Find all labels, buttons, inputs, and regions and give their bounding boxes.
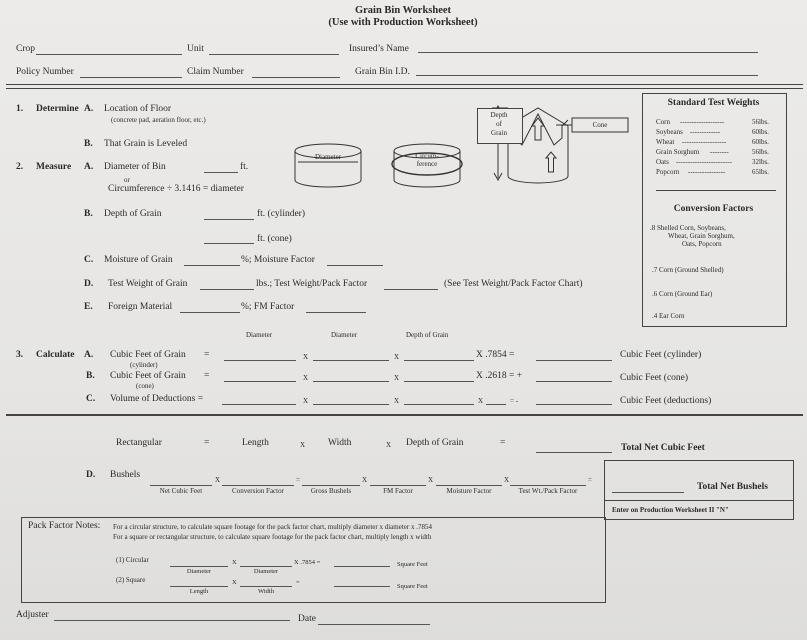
cylinder-sub: (cylinder) [130, 361, 158, 369]
test-weight-crop: Soybeans [656, 128, 683, 136]
total-net-cubic-feet-label: Total Net Cubic Feet [621, 443, 705, 453]
equals: = [500, 438, 506, 448]
date-label: Date [298, 614, 316, 624]
moisture-factor-field[interactable] [436, 485, 502, 486]
unit-text: ft. [240, 162, 249, 172]
location-of-floor-label: Location of Floor [104, 104, 172, 114]
cubic-feet-cylinder-field[interactable] [536, 360, 612, 361]
times: X [394, 397, 400, 405]
divider [656, 190, 776, 191]
or-text: or [124, 176, 130, 184]
cylinder-bottom [394, 180, 460, 187]
crop-label: Crop [16, 44, 35, 54]
cubic-feet-cone-result: Cubic Feet (cone) [620, 373, 689, 383]
unit-label: Unit [187, 44, 204, 54]
column-header-diameter: Diameter [331, 331, 358, 339]
times: X [303, 374, 309, 382]
test-weight-note: (See Test Weight/Pack Factor Chart) [444, 279, 583, 289]
item-letter: C. [84, 255, 94, 265]
conversion-title: Conversion Factors [673, 204, 754, 214]
circular-label: (1) Circular [116, 556, 149, 564]
item-letter: B. [84, 139, 93, 149]
enter-production-worksheet-note: Enter on Production Worksheet II "N" [612, 506, 729, 514]
conversion-factor: .4 Ear Corn [652, 312, 685, 320]
times: X [232, 559, 237, 566]
square-feet-label: Square Feet [397, 583, 428, 590]
circular-diameter-field[interactable] [170, 566, 228, 567]
section-title-determine: Determine [36, 104, 79, 114]
divider [604, 500, 794, 501]
cone-diameter2-field[interactable] [313, 381, 389, 382]
pack-factor-notes-label: Pack Factor Notes: [28, 521, 101, 531]
gross-bushels-caption: Gross Bushels [310, 487, 352, 495]
cone-diameter-field[interactable] [224, 381, 296, 382]
depth-label: Depth [490, 111, 508, 119]
times: X [215, 476, 221, 484]
test-weights-title: Standard Test Weights [667, 98, 760, 108]
deduction-4-field[interactable] [486, 404, 506, 405]
divider [6, 414, 803, 416]
test-weight-dots: ------------- [690, 128, 721, 136]
cubic-feet-cone-field[interactable] [536, 381, 612, 382]
test-weight-value: 56lbs. [752, 148, 769, 156]
times: X [303, 397, 309, 405]
length-caption: Length [189, 588, 209, 595]
times: X [478, 397, 484, 405]
bushels-label: Bushels [110, 470, 141, 480]
cyl-depth-field[interactable] [404, 360, 474, 361]
circular-diameter2-field[interactable] [240, 566, 292, 567]
test-weight-value: 56lbs. [752, 118, 769, 126]
fm-factor-label: %; FM Factor [241, 302, 295, 312]
circumference-label-2: ference [416, 160, 438, 168]
bin-bottom [508, 176, 568, 183]
times: X [386, 441, 392, 449]
cylinder-factor: X .7854 = [476, 350, 515, 360]
test-wt-pack-field[interactable] [510, 485, 586, 486]
moisture-of-grain-label: Moisture of Grain [104, 255, 173, 265]
cubic-feet-cone-label: Cubic Feet of Grain [110, 371, 186, 381]
rectangular-label: Rectangular [116, 438, 162, 448]
section-title-calculate: Calculate [36, 350, 75, 360]
test-weight-dots: ------------------- [680, 118, 725, 126]
policy-number-label: Policy Number [16, 67, 74, 77]
item-letter: B. [84, 209, 93, 219]
date-field[interactable] [318, 624, 430, 625]
circumference-label-1: Circum- [415, 152, 439, 160]
circumference-formula: Circumference ÷ 3.1416 = diameter [108, 184, 244, 194]
square-width-field[interactable] [240, 586, 292, 587]
cone-sub: (cone) [136, 382, 154, 390]
test-weight-value: 60lbs. [752, 138, 769, 146]
foreign-material-label: Foreign Material [108, 302, 173, 312]
square-feet-label: Square Feet [397, 561, 428, 568]
fm-factor-caption: FM Factor [383, 487, 413, 495]
location-of-floor-note: (concrete pad, aeration floor, etc.) [111, 116, 206, 124]
insureds-name-label: Insured’s Name [349, 44, 409, 54]
unit-text: ft. (cone) [257, 234, 292, 244]
diameter-caption: Diameter [186, 568, 212, 575]
net-cubic-feet-caption: Net Cubic Feet [159, 487, 203, 495]
volume-deductions-label: Volume of Deductions = [110, 394, 204, 404]
item-letter: D. [84, 279, 94, 289]
conversion-factor-field[interactable] [222, 485, 294, 486]
test-weight-crop: Popcorn [656, 168, 680, 176]
times: X [300, 441, 306, 449]
test-weight-crop: Grain Sorghum [656, 148, 700, 156]
item-letter: E. [84, 302, 93, 312]
test-wt-pack-caption: Test Wt./Pack Factor [518, 487, 578, 495]
item-letter: A. [84, 104, 94, 114]
section-number: 2. [16, 162, 24, 172]
fm-factor-field[interactable] [370, 485, 426, 486]
cyl-diameter2-field[interactable] [313, 360, 389, 361]
diameter-label: Diameter [314, 153, 342, 161]
page-title: Grain Bin Worksheet [354, 5, 452, 16]
depth-label: of [496, 120, 502, 128]
conversion-factor: .6 Corn (Ground Ear) [652, 290, 713, 298]
width-caption: Width [258, 588, 274, 595]
deduction-3-field[interactable] [404, 404, 474, 405]
item-letter: D. [86, 470, 96, 480]
conversion-factor: Wheat, Grain Sorghum, [668, 232, 735, 240]
unit-text: ft. (cylinder) [257, 209, 306, 219]
up-arrow-icon [546, 152, 556, 172]
depth-of-grain-label: Depth of Grain [104, 209, 162, 219]
item-letter: A. [84, 350, 94, 360]
column-header-diameter: Diameter [246, 331, 273, 339]
cyl-diameter-field[interactable] [224, 360, 296, 361]
net-cubic-feet-field[interactable] [150, 485, 212, 486]
grain-bin-id-label: Grain Bin I.D. [355, 67, 410, 77]
adjuster-label: Adjuster [16, 610, 49, 620]
equals: = [296, 579, 300, 586]
square-length-field[interactable] [170, 586, 228, 587]
test-weight-dots: ------------------------ [676, 158, 732, 166]
moisture-factor-caption: Moisture Factor [446, 487, 492, 495]
adjuster-field[interactable] [54, 620, 290, 621]
times: X [428, 476, 434, 484]
item-letter: B. [86, 371, 95, 381]
circular-factor: X .7854 = [294, 559, 321, 566]
cubic-feet-cylinder-result: Cubic Feet (cylinder) [620, 350, 702, 360]
section-title-measure: Measure [36, 162, 72, 172]
cone-depth-field[interactable] [404, 381, 474, 382]
equals: = [296, 476, 300, 484]
conversion-factor: .8 Shelled Corn, Soybeans, [650, 224, 726, 232]
test-weight-label: Test Weight of Grain [108, 279, 188, 289]
conversion-factor: Oats, Popcorn [682, 240, 722, 248]
section-number: 3. [16, 350, 24, 360]
item-letter: C. [86, 394, 96, 404]
pack-note-line: For a circular structure, to calculate square footage for the pack factor chart, multiply diameter x diameter x .7854 [113, 523, 432, 531]
section-number: 1. [16, 104, 24, 114]
claim-number-label: Claim Number [187, 67, 244, 77]
total-net-bushels-field[interactable] [612, 492, 684, 493]
total-net-cubic-feet-field[interactable] [536, 452, 612, 453]
diameter-caption: Diameter [253, 568, 279, 575]
gross-bushels-field[interactable] [302, 485, 360, 486]
times: X [362, 476, 368, 484]
grain-leveled-label: That Grain is Leveled [104, 139, 188, 149]
test-weight-crop: Wheat [656, 138, 675, 146]
item-letter: A. [84, 162, 94, 172]
test-weight-dots: ------------------- [682, 138, 727, 146]
conversion-factor: .7 Corn (Ground Shelled) [652, 266, 724, 274]
test-weight-pack-label: lbs.; Test Weight/Pack Factor [256, 279, 368, 289]
total-net-bushels-label: Total Net Bushels [697, 482, 768, 492]
times: X [232, 579, 237, 586]
times: X [303, 353, 309, 361]
test-weight-value: 60lbs. [752, 128, 769, 136]
deduction-2-field[interactable] [313, 404, 389, 405]
cone-factor: X .2618 = + [476, 371, 523, 381]
equals: = [588, 476, 592, 484]
equals: = [204, 350, 210, 360]
times: X [394, 353, 400, 361]
depth-label: Grain [491, 129, 507, 137]
equals: = [204, 371, 210, 381]
test-weight-crop: Corn [656, 118, 670, 126]
cubic-feet-cylinder-label: Cubic Feet of Grain [110, 350, 186, 360]
length-label: Length [242, 438, 269, 448]
cylinder-bottom [295, 180, 361, 187]
test-weight-value: 32lbs. [752, 158, 769, 166]
test-weight-value: 65lbs. [752, 168, 769, 176]
depth-of-grain-label: Depth of Grain [406, 438, 464, 448]
pack-note-line: For a square or rectangular structure, to calculate square footage for the pack factor chart, multiply length x width [113, 533, 432, 541]
conversion-factor-caption: Conversion Factor [232, 487, 284, 495]
times: X [394, 374, 400, 382]
test-weight-crop: Oats [656, 158, 669, 166]
minus-sign: = - [510, 397, 519, 405]
column-header-depth: Depth of Grain [406, 331, 449, 339]
square-sq-feet-field[interactable] [334, 586, 390, 587]
cubic-feet-deductions-result: Cubic Feet (deductions) [620, 396, 712, 406]
width-label: Width [328, 438, 352, 448]
equals: = [204, 438, 210, 448]
square-label: (2) Square [116, 576, 146, 584]
page-subtitle: (Use with Production Worksheet) [328, 17, 478, 28]
times: X [504, 476, 510, 484]
moisture-factor-label: %; Moisture Factor [241, 255, 315, 265]
test-weight-dots: -------- [710, 148, 729, 156]
deduction-1-field[interactable] [222, 404, 296, 405]
cubic-feet-deductions-field[interactable] [536, 404, 612, 405]
circular-sq-feet-field[interactable] [334, 566, 390, 567]
diameter-of-bin-label: Diameter of Bin [104, 162, 166, 172]
test-weight-dots: ---------------- [688, 168, 726, 176]
cone-label: Cone [592, 121, 608, 129]
